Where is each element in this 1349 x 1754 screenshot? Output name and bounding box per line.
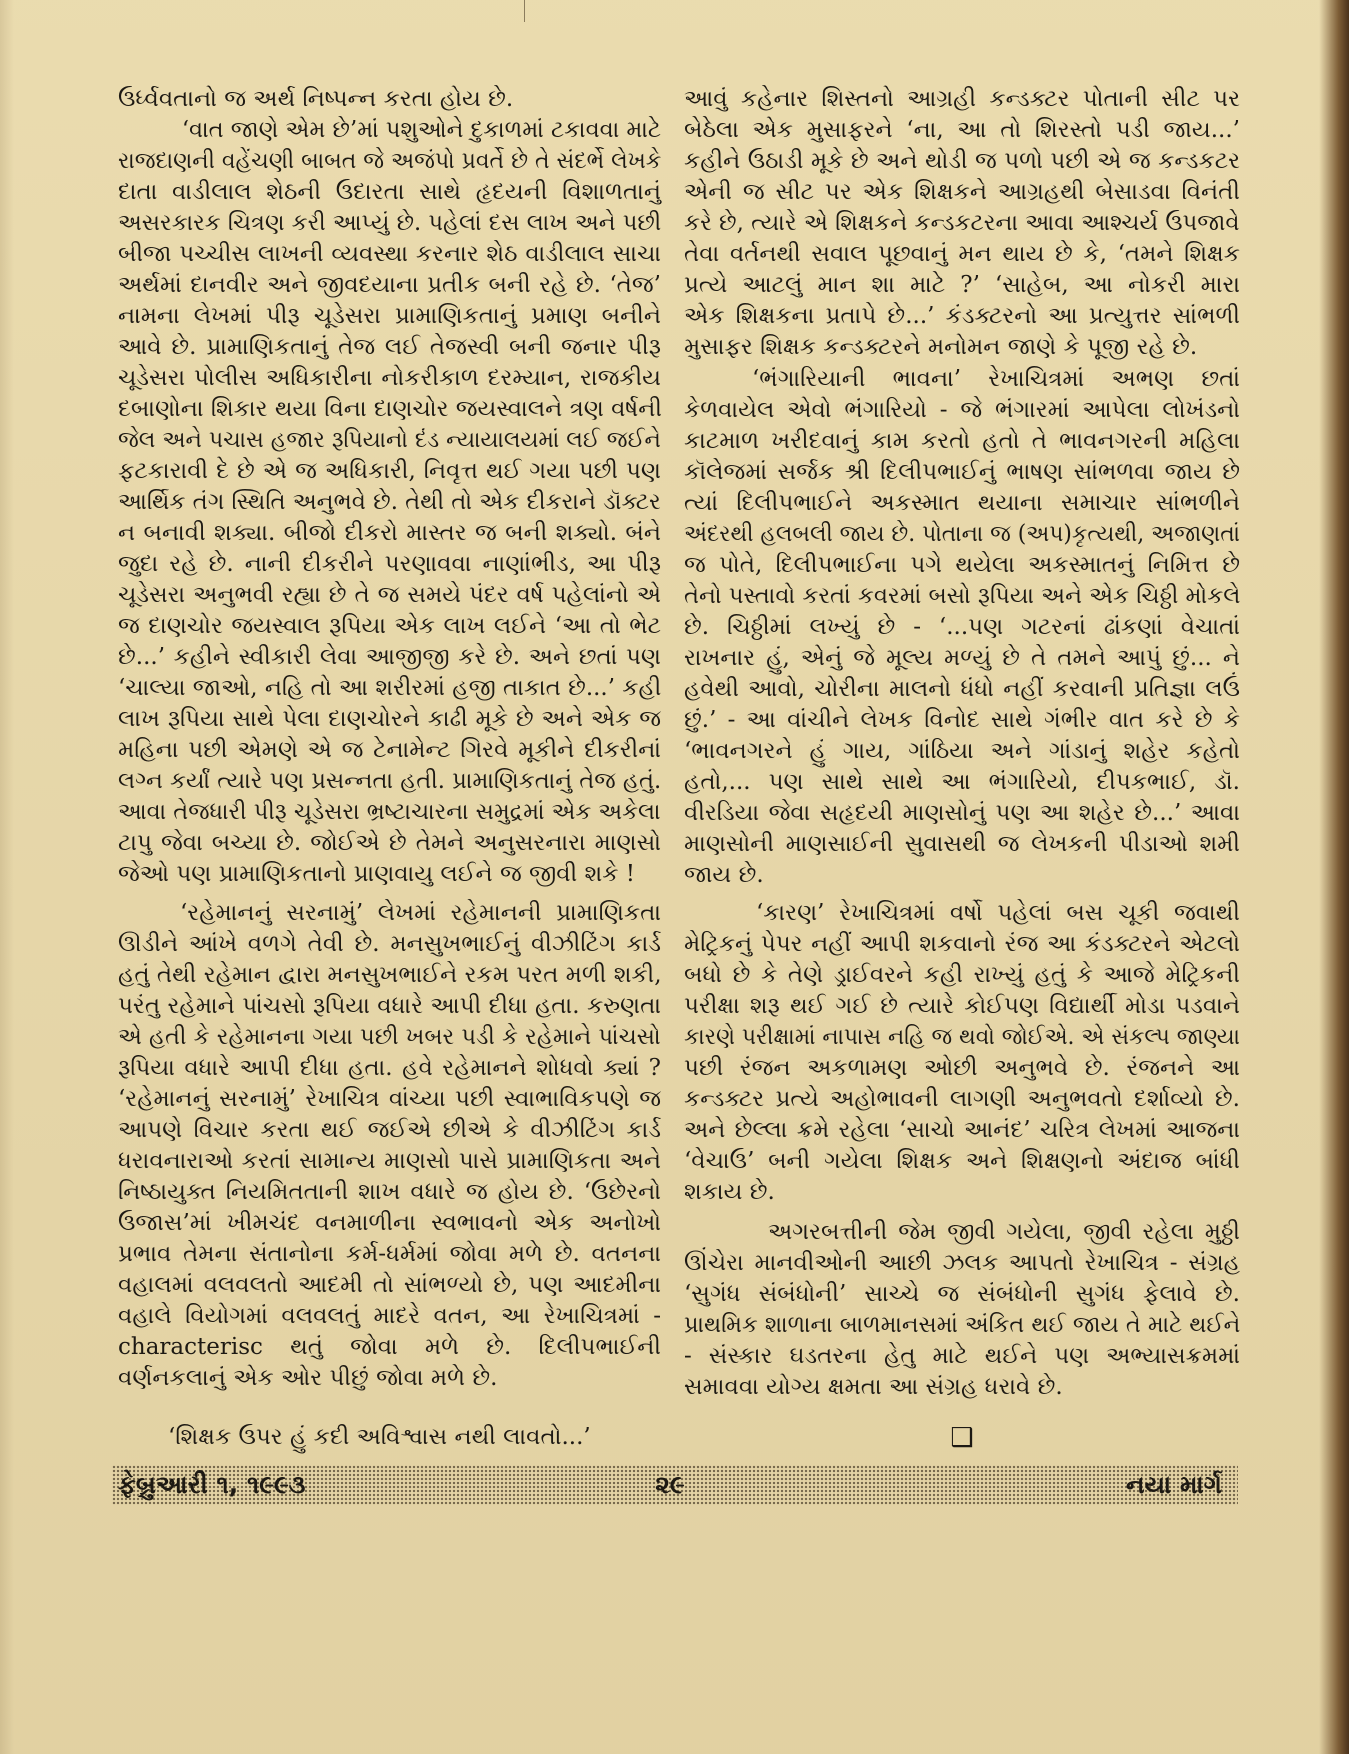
paragraph [684, 898, 1240, 1208]
text-line: પ્રભાવ તેમના સંતાનોના કર્મ-ધર્મમાં જોવા મળે છે. વતનના [118, 1241, 661, 1267]
text-line: ઊંચેરા માનવીઓની આછી ઝલક આપતો રેખાચિત્ર - સંગ્રહ [684, 1250, 1240, 1276]
text-line: એ હતી કે રહેમાનના ગયા પછી ખબર પડી કે રહેમાને પાંચસો [118, 1024, 661, 1050]
text-line: છે. ચિઠ્ઠીમાં લખ્યું છે - ‘...પણ ગટરનાં ઢાંકણાં વેચાતાં [684, 614, 1240, 640]
paragraph [118, 115, 661, 890]
text-line: સમાવવા યોગ્ય ક્ષમતા આ સંગ્રહ ધરાવે છે. [684, 1374, 1063, 1400]
text-line: મુસાફર શિક્ષક કન્ડક્ટરને મનોમન જાણે કે પૂજી રહે છે. [684, 334, 1198, 360]
text-line: છે...’ કહીને સ્વીકારી લેવા આજીજી કરે છે. અને છતાં પણ [118, 644, 661, 670]
text-line: રાજદાણની વહેંચણી બાબત જે અજંપો પ્રવર્તે છે તે સંદર્ભે લેખકે [118, 148, 662, 174]
text-line: પ્રત્યે આટલું માન શા માટે ?’ ‘સાહેબ, આ નોકરી મારા [684, 272, 1240, 298]
text-line: ઊડીને આંખે વળગે તેવી છે. મનસુખભાઈનું વીઝીટિંગ કાર્ડ [118, 931, 661, 957]
text-line: નિષ્ઠાયુક્ત નિયમિતતાની શાખ વધારે જ હોય છે. ‘ઉછેરનો [118, 1179, 661, 1205]
text-line: ધરાવનારાઓ કરતાં સામાન્ય માણસો પાસે પ્રામાણિકતા અને [118, 1148, 661, 1174]
issue-date: ફેબ્રુઆરી ૧, ૧૯૯૩ [118, 1470, 306, 1499]
publication-title: નયા માર્ગ [1126, 1470, 1222, 1499]
text-line: બીજા પચ્ચીસ લાખની વ્યવસ્થા કરનાર શેઠ વાડીલાલ સાચા [118, 241, 661, 267]
page-fold-mark [524, 0, 525, 22]
text-line: બેઠેલા એક મુસાફરને ‘ના, આ તો શિરસ્તો પડી જાય...’ [684, 117, 1240, 143]
text-line: ન બનાવી શક્યા. બીજો દીકરો માસ્તર જ બની શક્યો. બંને [118, 520, 661, 546]
text-line: માણસોની માણસાઈની સુવાસથી જ લેખકની પીડાઓ શમી [684, 831, 1240, 857]
text-line: પરીક્ષા શરૂ થઈ ગઈ છે ત્યારે કોઈપણ વિદ્યાર્થી મોડા પડવાને [684, 993, 1240, 1019]
text-line: લાખ રૂપિયા સાથે પેલા દાણચોરને કાઢી મૂકે છે અને એક જ [118, 706, 661, 732]
text-line: જેલ અને પચાસ હજાર રૂપિયાનો દંડ ન્યાયાલયમાં લઈ જઈને [118, 427, 661, 453]
text-line: તેનો પસ્તાવો કરતાં કવરમાં બસો રૂપિયા અને એક ચિઠ્ઠી મોકલે [684, 583, 1241, 609]
page-number: ૨૯ [655, 1470, 685, 1499]
text-line: વર્ણનકલાનું એક ઓર પીછું જોવા મળે છે. [118, 1365, 498, 1391]
text-line: અને છેલ્લા ક્રમે રહેલા ‘સાચો આનંદ’ ચરિત્ર લેખમાં આજના [684, 1117, 1240, 1143]
text-line: રૂપિયા વધારે આપી દીધા હતા. હવે રહેમાનને શોધવો ક્યાં ? [118, 1055, 661, 1081]
text-line: ‘શિક્ષક ઉપર હું કદી અવિશ્વાસ નથી લાવતો...’ [168, 1424, 591, 1450]
text-line: અર્થમાં દાનવીર અને જીવદયાના પ્રતીક બની રહે છે. ‘તેજ’ [118, 272, 661, 298]
text-line: આર્થિક તંગ સ્થિતિ અનુભવે છે. તેથી તો એક દીકરાને ડૉક્ટર [118, 489, 661, 515]
text-line: લગ્ન કર્યાં ત્યારે પણ પ્રસન્નતા હતી. પ્રામાણિકતાનું તેજ હતું. [118, 768, 662, 794]
text-line: કાટમાળ ખરીદવાનું કામ કરતો હતો તે ભાવનગરની મહિલા [684, 428, 1240, 454]
page-edge-shadow [1319, 0, 1349, 1754]
text-line: - સંસ્કાર ઘડતરના હેતુ માટે થઈને પણ અભ્યાસક્રમમાં [684, 1343, 1240, 1369]
right-column [684, 84, 1240, 1454]
text-line: characterisc થતું જોવા મળે છે. દિલીપભાઈની [118, 1334, 661, 1360]
paragraph [118, 898, 661, 1394]
text-line: આવું કહેનાર શિસ્તનો આગ્રહી કન્ડક્ટર પોતાની સીટ પર [684, 86, 1240, 112]
paragraph [118, 1422, 661, 1453]
text-line: પ્રાથમિક શાળાના બાળમાનસમાં અંકિત થઈ જાય તે માટે થઈને [684, 1312, 1241, 1338]
text-line: ‘ભંગારિયાની ભાવના’ રેખાચિત્રમાં અભણ છતાં [752, 366, 1240, 392]
text-line: હતો,... પણ સાથે સાથે આ ભંગારિયો, દીપકભાઈ, ડૉ. [684, 769, 1240, 795]
text-line: શકાય છે. [684, 1179, 775, 1205]
footer-bar [112, 1465, 1238, 1505]
text-line: ‘કારણ’ રેખાચિત્રમાં વર્ષો પહેલાં બસ ચૂકી જવાથી [756, 900, 1240, 926]
text-line: વહાલે વિયોગમાં વલવલતું માદરે વતન, આ રેખાચિત્રમાં - [118, 1303, 661, 1329]
left-column [118, 84, 661, 1453]
text-line: જેઓ પણ પ્રામાણિકતાનો પ્રાણવાયુ લઈને જ જીવી શકે ! [118, 861, 636, 887]
paragraph [684, 84, 1240, 363]
text-line: નામના લેખમાં પીરૂ ચૂડેસરા પ્રામાણિકતાનું પ્રમાણ બનીને [118, 303, 661, 329]
text-line: ‘સુગંધ સંબંધોની’ સાચ્ચે જ સંબંધોની સુગંધ ફેલાવે છે. [684, 1281, 1240, 1307]
text-line: જ દાણચોર જયસ્વાલ રૂપિયા એક લાખ લઈને ‘આ તો ભેટ [118, 613, 661, 639]
text-line: મહિના પછી એમણે એ જ ટેનામેન્ટ ગિરવે મૂકીને દીકરીનાં [118, 737, 661, 763]
text-line: જ પોતે, દિલીપભાઈના પગે થયેલા અકસ્માતનું નિમિત્ત છે [684, 552, 1240, 578]
text-line: કરે છે, ત્યારે એ શિક્ષકને કન્ડકટરના આવા આશ્ચર્ય ઉપજાવે [684, 210, 1240, 236]
text-line: હવેથી આવો, ચોરીના માલનો ધંધો નહીં કરવાની પ્રતિજ્ઞા લઉં [684, 676, 1240, 702]
text-line: કૉલેજમાં સર્જક શ્રી દિલીપભાઈનું ભાષણ સાંભળવા જાય છે [684, 459, 1240, 485]
text-line: ટાપુ જેવા બચ્યા છે. જોઈએ છે તેમને અનુસરનારા માણસો [118, 830, 661, 856]
text-line: તેવા વર્તનથી સવાલ પૂછવાનું મન થાય છે કે, ‘તમને શિક્ષક [684, 241, 1240, 267]
text-line: વહાલમાં વલવલતો આદમી તો સાંભળ્યો છે, પણ આદમીના [118, 1272, 661, 1298]
end-of-article-mark: ❑ [950, 1423, 974, 1453]
paragraph [118, 84, 661, 115]
text-line: એક શિક્ષકના પ્રતાપે છે...’ કંડક્ટરનો આ પ્રત્યુત્તર સાંભળી [684, 303, 1240, 329]
text-line: કહીને ઉઠાડી મૂકે છે અને થોડી જ પળો પછી એ જ કન્ડકટર [684, 148, 1240, 174]
text-line: દબાણોના શિકાર થયા વિના દાણચોર જયસ્વાલને ત્રણ વર્ષની [118, 396, 662, 422]
text-line: ઉજાસ’માં ખીમચંદ વનમાળીના સ્વભાવનો એક અનોખો [118, 1210, 661, 1236]
text-line: આપણે વિચાર કરતા થઈ જઈએ છીએ કે વીઝીટિંગ કાર્ડ [118, 1117, 661, 1143]
text-line: ‘રહેમાનનું સરનામું’ લેખમાં રહેમાનની પ્રામાણિકતા [180, 900, 661, 926]
text-line: ‘ભાવનગરને હું ગાય, ગાંઠિયા અને ગાંડાનું શહેર કહેતો [684, 738, 1240, 764]
text-line: કેળવાયેલ એવો ભંગારિયો - જે ભંગારમાં આપેલા લોખંડનો [684, 397, 1240, 423]
text-line: બધો છે કે તેણે ડ્રાઈવરને કહી રાખ્યું હતું કે આજે મેટ્રિકની [684, 962, 1240, 988]
text-line: ‘વાત જાણે એમ છે’માં પશુઓને દુકાળમાં ટકાવવા માટે [181, 117, 662, 143]
text-line: ઉર્ધ્વવતાનો જ અર્થ નિષ્પન્ન કરતા હોય છે. [118, 86, 514, 112]
text-line: ‘વેચાઉ’ બની ગયેલા શિક્ષક અને શિક્ષણનો અંદાજ બાંધી [684, 1148, 1240, 1174]
text-line: કન્ડક્ટર પ્રત્યે અહોભાવની લાગણી અનુભવતો દર્શાવ્યો છે. [684, 1086, 1240, 1112]
text-line: અગરબત્તીની જેમ જીવી ગયેલા, જીવી રહેલા મુઠ્ઠી [768, 1219, 1240, 1245]
text-line: એની જ સીટ પર એક શિક્ષકને આગ્રહથી બેસાડવા વિનંતી [684, 179, 1240, 205]
text-line: આવા તેજધારી પીરૂ ચૂડેસરા ભ્રષ્ટાચારના સમુદ્રમાં એક અકેલા [118, 799, 661, 825]
text-line: દાતા વાડીલાલ શેઠની ઉદારતા સાથે હૃદયની વિશાળતાનું [118, 179, 661, 205]
text-line: કારણે પરીક્ષામાં નાપાસ નહિ જ થવો જોઈએ. એ સંકલ્પ જાણ્યા [684, 1024, 1240, 1050]
text-line: જાય છે. [684, 862, 764, 888]
text-line: હતું તેથી રહેમાન દ્વારા મનસુખભાઈને રકમ પરત મળી શકી, [118, 962, 662, 988]
text-line: રાખનાર હું, એનું જે મૂલ્ય મળ્યું છે તે તમને આપું છું... ને [684, 645, 1240, 671]
text-line: ચૂડેસરા અનુભવી રહ્યા છે તે જ સમયે પંદર વર્ષ પહેલાંનો એ [118, 582, 661, 608]
paragraph [684, 364, 1240, 891]
text-line: છું.’ - આ વાંચીને લેખક વિનોદ સાથે ગંભીર વાત કરે છે કે [684, 707, 1240, 733]
text-line: વીરડિયા જેવા સહૃદયી માણસોનું પણ આ શહેર છે...’ આવા [684, 800, 1240, 826]
text-line: અસરકારક ચિત્રણ કરી આપ્યું છે. પહેલાં દસ લાખ અને પછી [118, 210, 662, 236]
text-line: ત્યાં દિલીપભાઈને અકસ્માત થયાના સમાચાર સાંભળીને [684, 490, 1240, 516]
text-line: ફટકારાવી દે છે એ જ અધિકારી, નિવૃત્ત થઈ ગયા પછી પણ [118, 458, 661, 484]
text-line: અંદરથી હલબલી જાય છે. પોતાના જ (અપ)કૃત્યથી, અજાણતાં [684, 521, 1241, 547]
text-line: જુદા રહે છે. નાની દીકરીને પરણાવવા નાણાંભીડ, આ પીરૂ [118, 551, 661, 577]
text-line: ‘ચાલ્યા જાઓ, નહિ તો આ શરીરમાં હજી તાકાત છે...’ કહી [118, 675, 662, 701]
text-line: ચૂડેસરા પોલીસ અધિકારીના નોકરીકાળ દરમ્યાન, રાજકીય [118, 365, 661, 391]
text-line: આવે છે. પ્રામાણિકતાનું તેજ લઈ તેજસ્વી બની જનાર પીરૂ [118, 334, 661, 360]
text-line: પરંતુ રહેમાને પાંચસો રૂપિયા વધારે આપી દીધા હતા. કરુણતા [118, 993, 661, 1019]
paragraph [684, 1217, 1240, 1403]
text-line: ‘રહેમાનનું સરનામું’ રેખાચિત્ર વાંચ્યા પછી સ્વાભાવિકપણે જ [118, 1086, 661, 1112]
text-line: પછી રંજન અકળામણ ઓછી અનુભવે છે. રંજનને આ [684, 1055, 1240, 1081]
text-line: મેટ્રિકનું પેપર નહીં આપી શકવાનો રંજ આ કંડક્ટરને એટલો [684, 931, 1240, 957]
